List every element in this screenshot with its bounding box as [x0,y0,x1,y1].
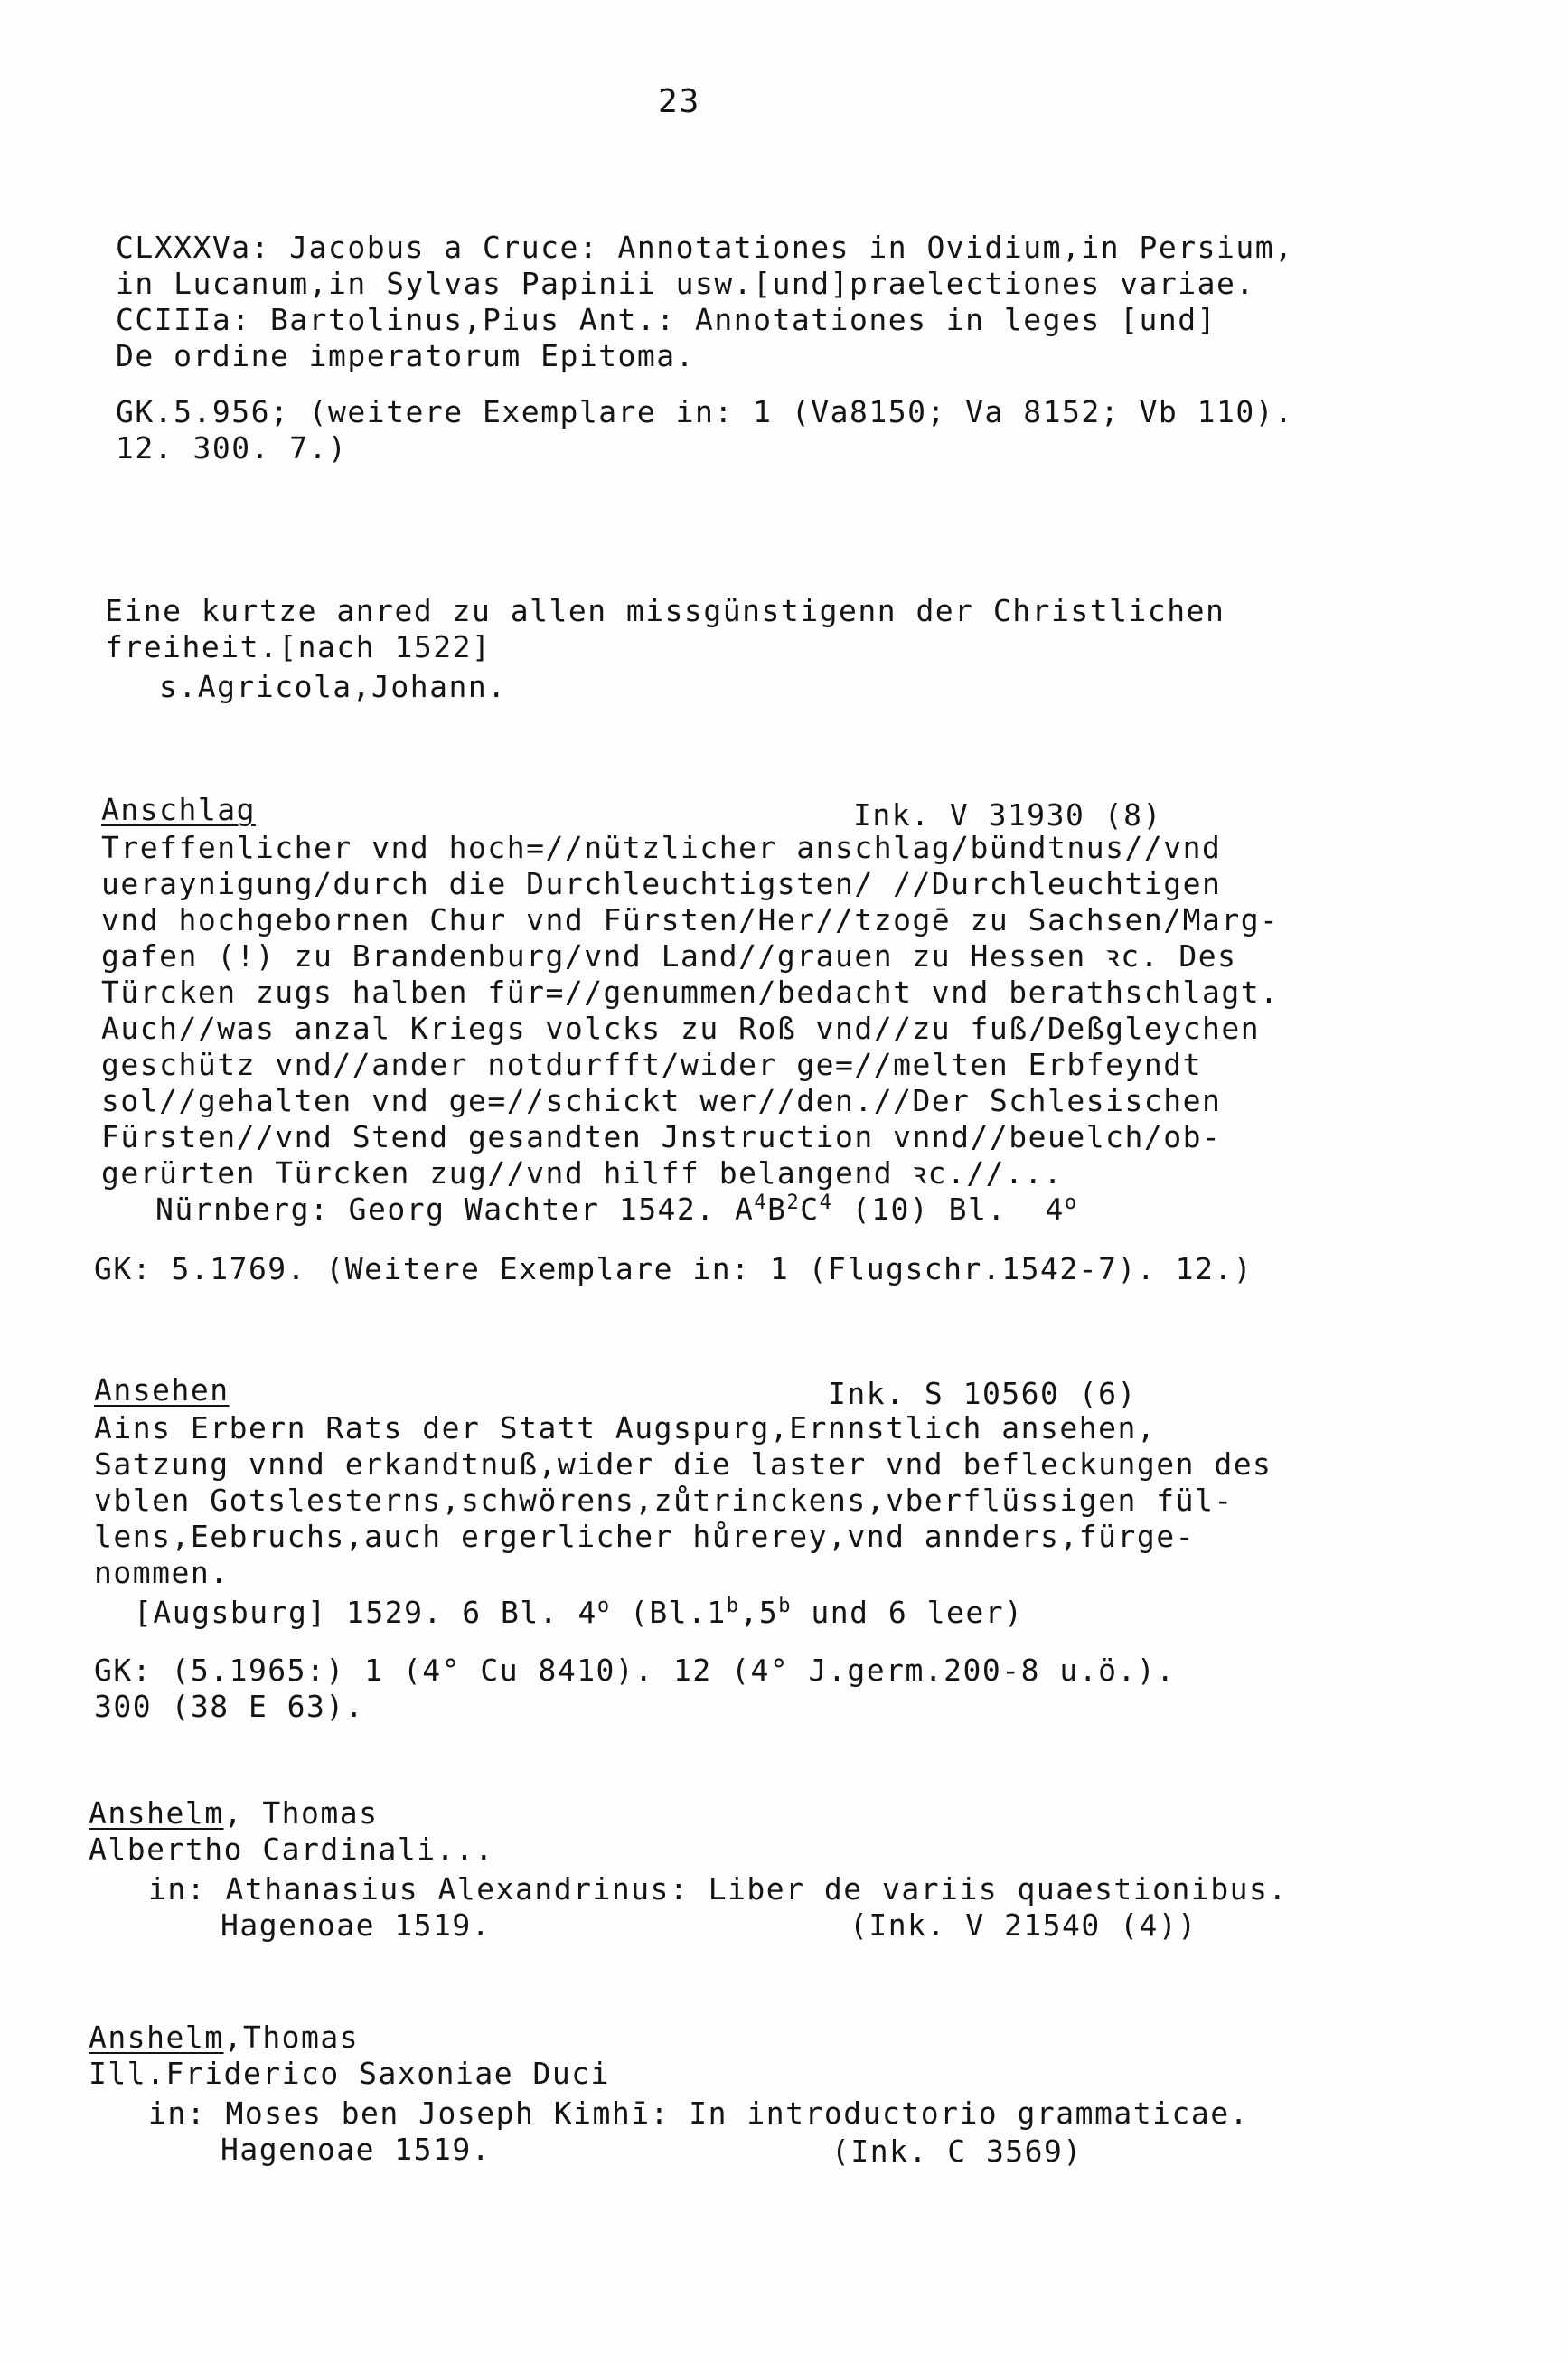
entry-gk-line: GK: 5.1769. (Weitere Exemplare in: 1 (Flugschr.1542-7). 12.) [94,1251,1253,1286]
in-reference: in: Moses ben Joseph Kimhī: In introductorio grammaticae. [148,2096,1249,2131]
entry-line: geschütz vnd//ander notdurfft/wider ge=//melten Erbfeyndt [101,1047,1202,1082]
entry-title: Ill.Friderico Saxoniae Duci [89,2056,610,2091]
entry-gk-line: 12. 300. 7.) [116,430,348,466]
signature-superscript: 4 [754,1191,768,1214]
entry-line: ueraynigung/durch die Durchleuchtigsten/ //Durchleuchtigen [101,866,1222,901]
entry-heading-rest: ,Thomas [223,2020,360,2055]
entry-heading-rest: , Thomas [223,1795,379,1831]
format-superscript: o [596,1595,611,1617]
entry-line: gafen (!) zu Brandenburg/vnd Land//grauen zu Hessen ꝛc. Des [101,938,1237,974]
shelfmark: (Ink. V 21540 (4)) [850,1907,1197,1943]
imprint-text: und 6 leer) [792,1595,1024,1630]
shelfmark: Ink. S 10560 (6) [828,1376,1137,1411]
imprint-line [155,1191,1078,1228]
entry-gk-line: GK: (5.1965:) 1 (4° Cu 8410). 12 (4° J.germ.200-8 u.ö.). [94,1653,1176,1688]
imprint-text: Nürnberg: Georg Wachter 1542. A [155,1191,755,1227]
entry-line: in Lucanum,in Sylvas Papinii usw.[und]praelectiones variae. [116,266,1255,301]
entry-heading: Anshelm [89,2020,224,2055]
entry-line: CCIIIa: Bartolinus,Pius Ant.: Annotationes in leges [und] [116,302,1216,337]
entry-line: nommen. [94,1555,230,1590]
entry-line: Auch//was anzal Kriegs volcks zu Roß vnd//zu fuß/Deßgleychen [101,1011,1261,1046]
place-date: Hagenoae 1519. [221,1907,492,1943]
place-date: Hagenoae 1519. [221,2132,492,2167]
page-number: 23 [658,83,701,120]
entry-line: Fürsten//vnd Stend gesandten Jnstruction vnnd//beuelch/ob- [101,1119,1222,1154]
entry-title: Eine kurtze anred zu allen missgünstigenn der Christlichen [105,593,1225,628]
entry-gk-line: 300 (38 E 63). [94,1689,365,1724]
entry-line: CLXXXVa: Jacobus a Cruce: Annotationes in Ovidium,in Persium, [116,230,1294,265]
entry-line: Satzung vnnd erkandtnuß,wider die laster vnd befleckungen des [94,1446,1272,1482]
imprint-text: C [800,1191,820,1227]
imprint-text: (Bl.1 [610,1595,727,1630]
shelfmark: (Ink. C 3569) [831,2133,1083,2169]
entry-line: sol//gehalten vnd ge=//schickt wer//den.//Der Schlesischen [101,1083,1222,1118]
entry-line: Treffenlicher vnd hoch=//nützlicher anschlag/bündtnus//vnd [101,830,1222,865]
leaf-superscript: b [778,1595,793,1617]
entry-heading-line [89,2020,359,2056]
entry-line: Türcken zugs halben für=//genummen/bedacht vnd berathschlagt. [101,975,1280,1010]
entry-line: De ordine imperatorum Epitoma. [116,338,696,373]
signature-superscript: 4 [819,1191,833,1214]
entry-line: gerürten Türcken zug//vnd hilff belangend ꝛc.//... [101,1155,1064,1191]
imprint-line [134,1595,1023,1631]
imprint-text: B [767,1191,787,1227]
imprint-text: [Augsburg] 1529. 6 Bl. 4 [134,1595,597,1630]
entry-line: lens,Eebruchs,auch ergerlicher hůrerey,vnd annders,fürge- [94,1519,1195,1554]
entry-heading: Anschlag [101,792,256,827]
imprint-text: ,5 [739,1595,779,1630]
format-superscript: o [1064,1191,1078,1214]
signature-superscript: 2 [786,1191,801,1214]
entry-title: freiheit.[nach 1522] [105,629,492,664]
imprint-text: (10) Bl. 4 [832,1191,1065,1227]
entry-line: vblen Gotslesterns,schwörens,zůtrinckens,vberflüssigen fül- [94,1483,1234,1518]
entry-heading: Ansehen [94,1372,230,1408]
in-reference: in: Athanasius Alexandrinus: Liber de variis quaestionibus. [148,1871,1288,1907]
entry-title: Albertho Cardinali... [89,1832,494,1867]
entry-heading: Anshelm [89,1795,224,1831]
shelfmark: Ink. V 31930 (8) [853,797,1162,833]
entry-gk-line: GK.5.956; (weitere Exemplare in: 1 (Va8150; Va 8152; Vb 110). [116,394,1294,429]
entry-line: vnd hochgebornen Chur vnd Fürsten/Her//tzogē zu Sachsen/Marg- [101,902,1280,937]
entry-heading-line [89,1795,379,1832]
leaf-superscript: b [726,1595,740,1617]
see-reference: s.Agricola,Johann. [159,669,507,704]
entry-line: Ains Erbern Rats der Statt Augspurg,Ernnstlich ansehen, [94,1410,1157,1446]
